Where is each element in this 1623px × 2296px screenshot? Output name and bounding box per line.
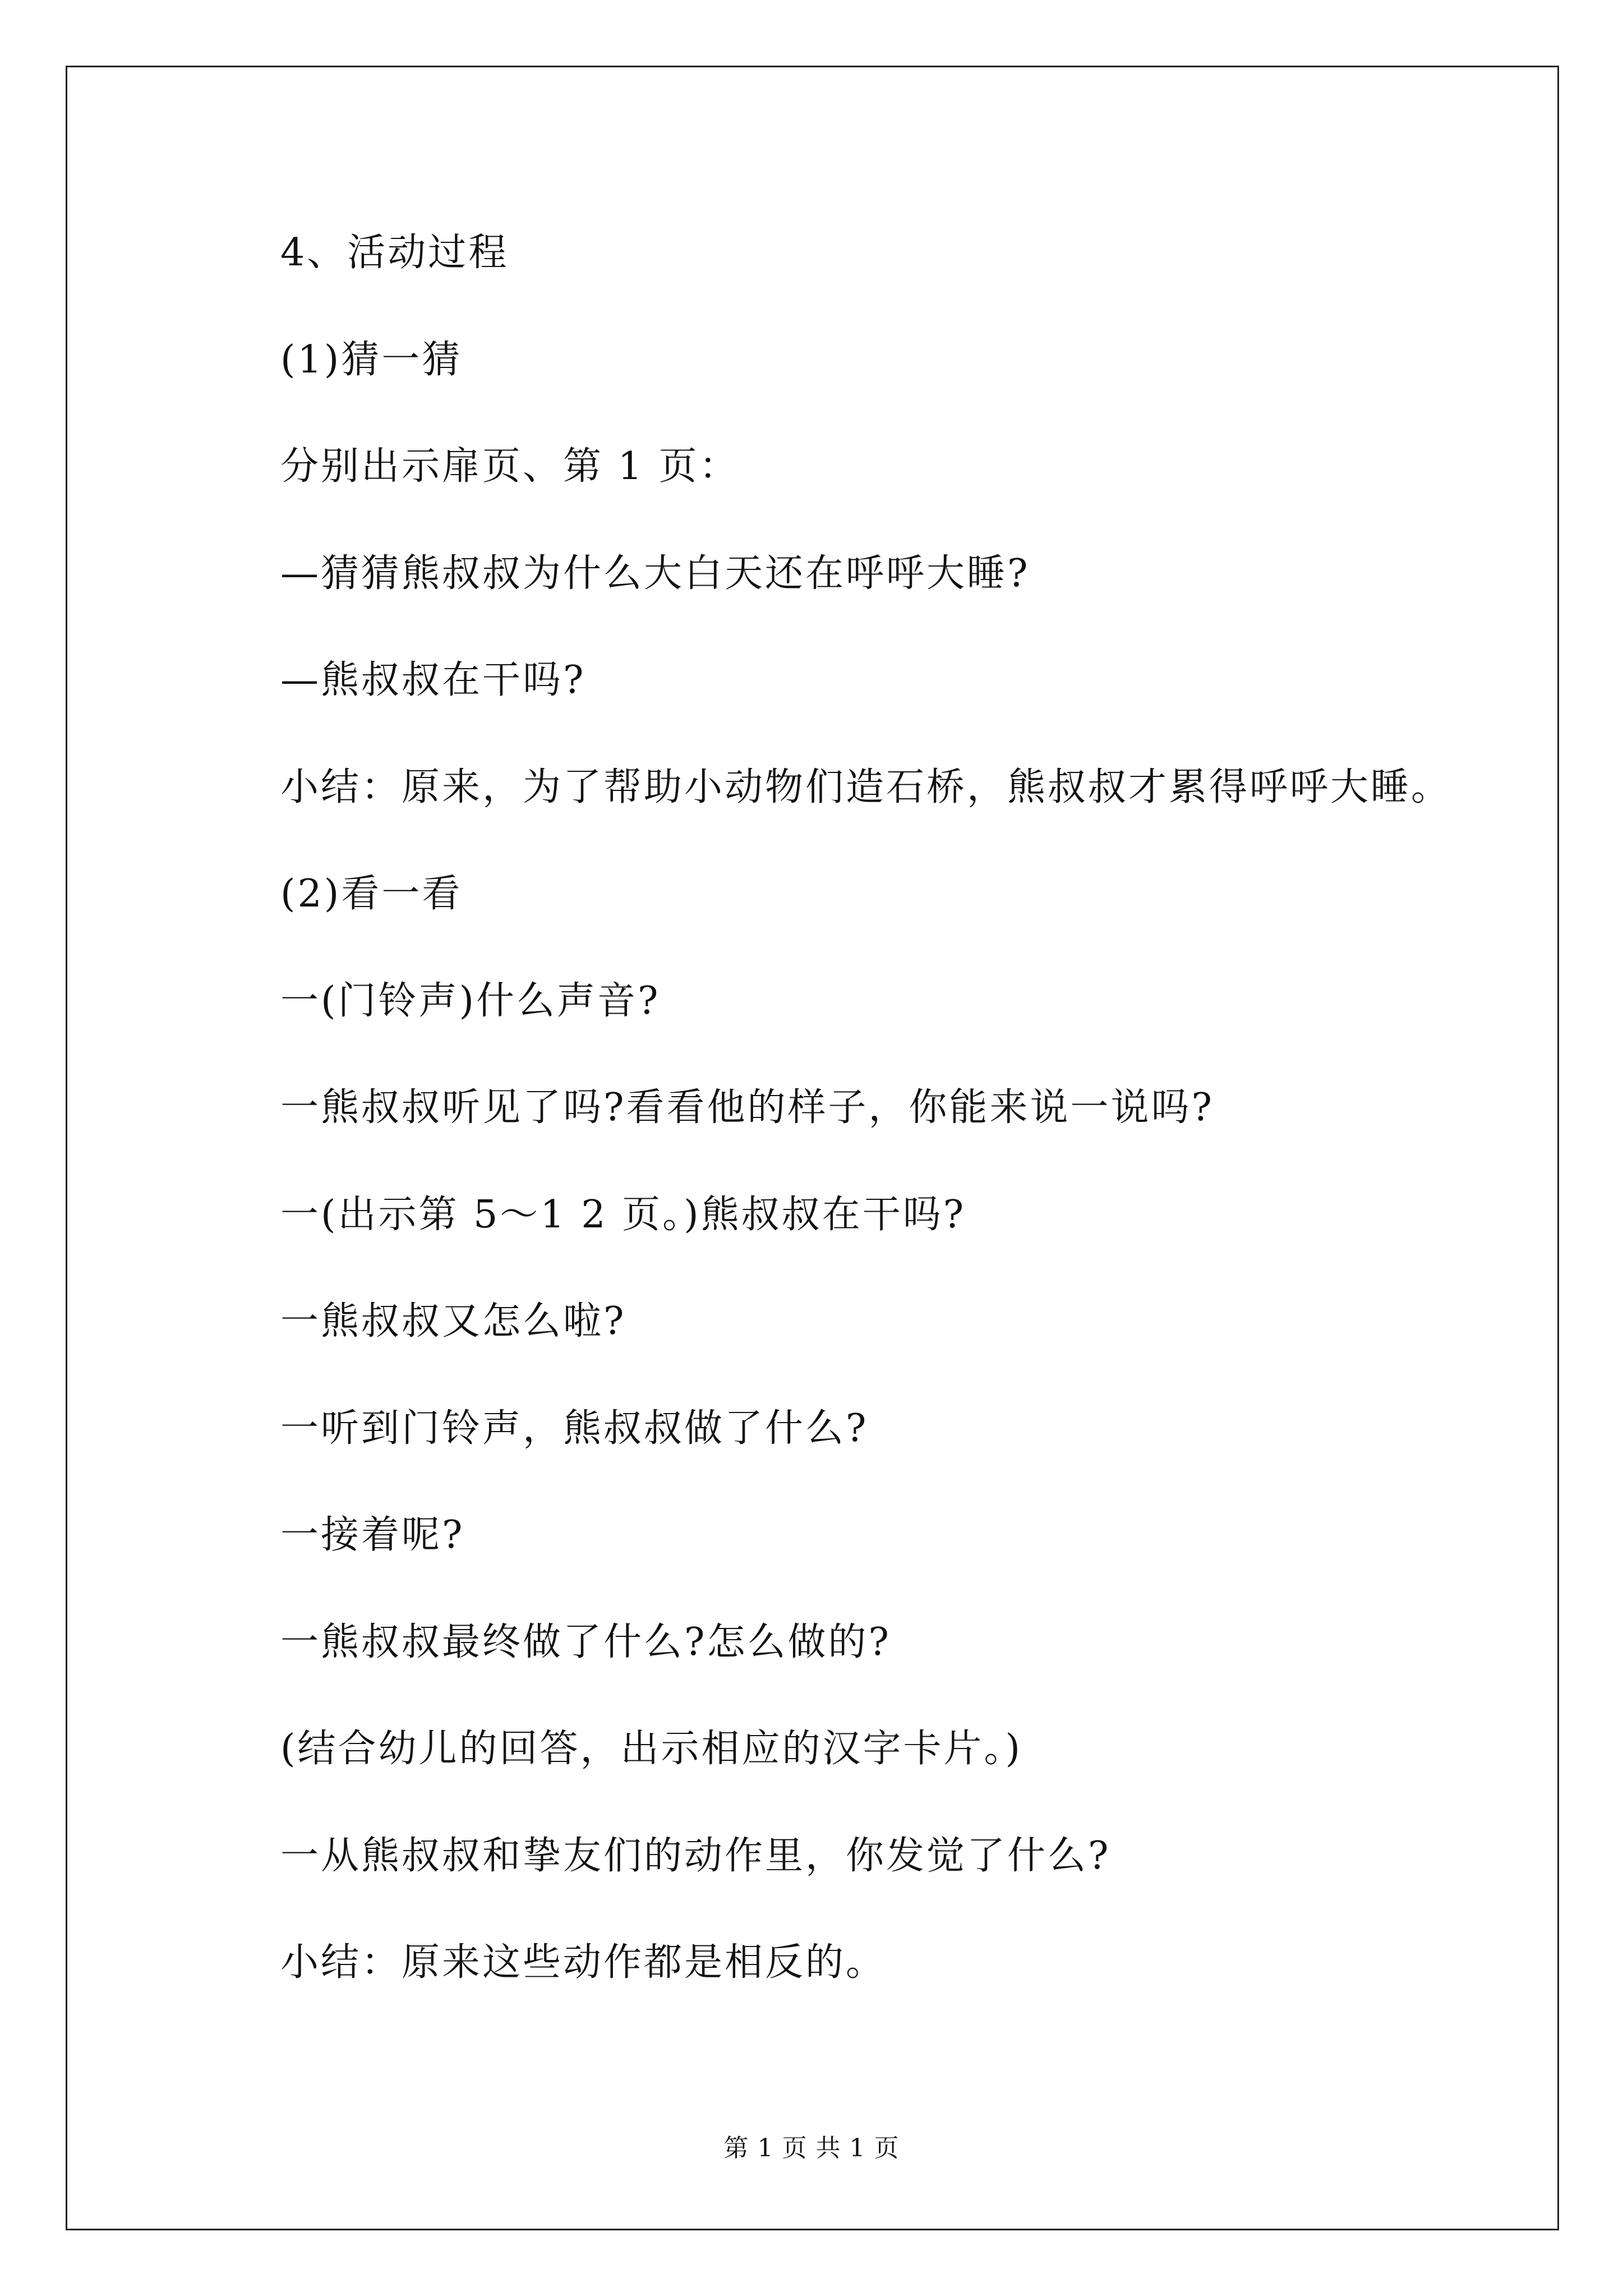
paragraph: 一听到门铃声，熊叔叔做了什么? [280, 1406, 869, 1451]
section-heading: 4、活动过程 [280, 231, 509, 275]
summary-paragraph: 小结：原来，为了帮助小动物们造石桥，熊叔叔才累得呼呼大睡。 [280, 765, 1452, 809]
page-footer: 第 1 页 共 1 页 [723, 2134, 900, 2162]
paragraph: —熊叔叔在干吗? [280, 658, 586, 702]
paragraph: 一熊叔叔听见了吗?看看他的样子，你能来说一说吗? [280, 1085, 1214, 1130]
paragraph: 一(门铃声)什么声音? [280, 978, 661, 1023]
paragraph: 一熊叔叔最终做了什么?怎么做的? [280, 1619, 891, 1664]
subsection-heading: (1)猜一猜 [280, 337, 463, 382]
paragraph: 一接着呢? [280, 1513, 465, 1557]
summary-paragraph: 小结：原来这些动作都是相反的。 [280, 1940, 887, 1985]
document-body [280, 222, 1514, 2039]
paragraph: (结合幼儿的回答，出示相应的汉字卡片。) [280, 1727, 1023, 1771]
paragraph: —猜猜熊叔叔为什么大白天还在呼呼大睡? [280, 551, 1030, 596]
subsection-heading: (2)看一看 [280, 872, 463, 916]
paragraph: 一从熊叔叔和挚友们的动作里，你发觉了什么? [280, 1833, 1111, 1878]
paragraph: 分别出示扉页、第 1 页： [280, 444, 740, 489]
paragraph: 一熊叔叔又怎么啦? [280, 1299, 626, 1343]
paragraph: 一(出示第 5～1 2 页。)熊叔叔在干吗? [280, 1192, 966, 1237]
